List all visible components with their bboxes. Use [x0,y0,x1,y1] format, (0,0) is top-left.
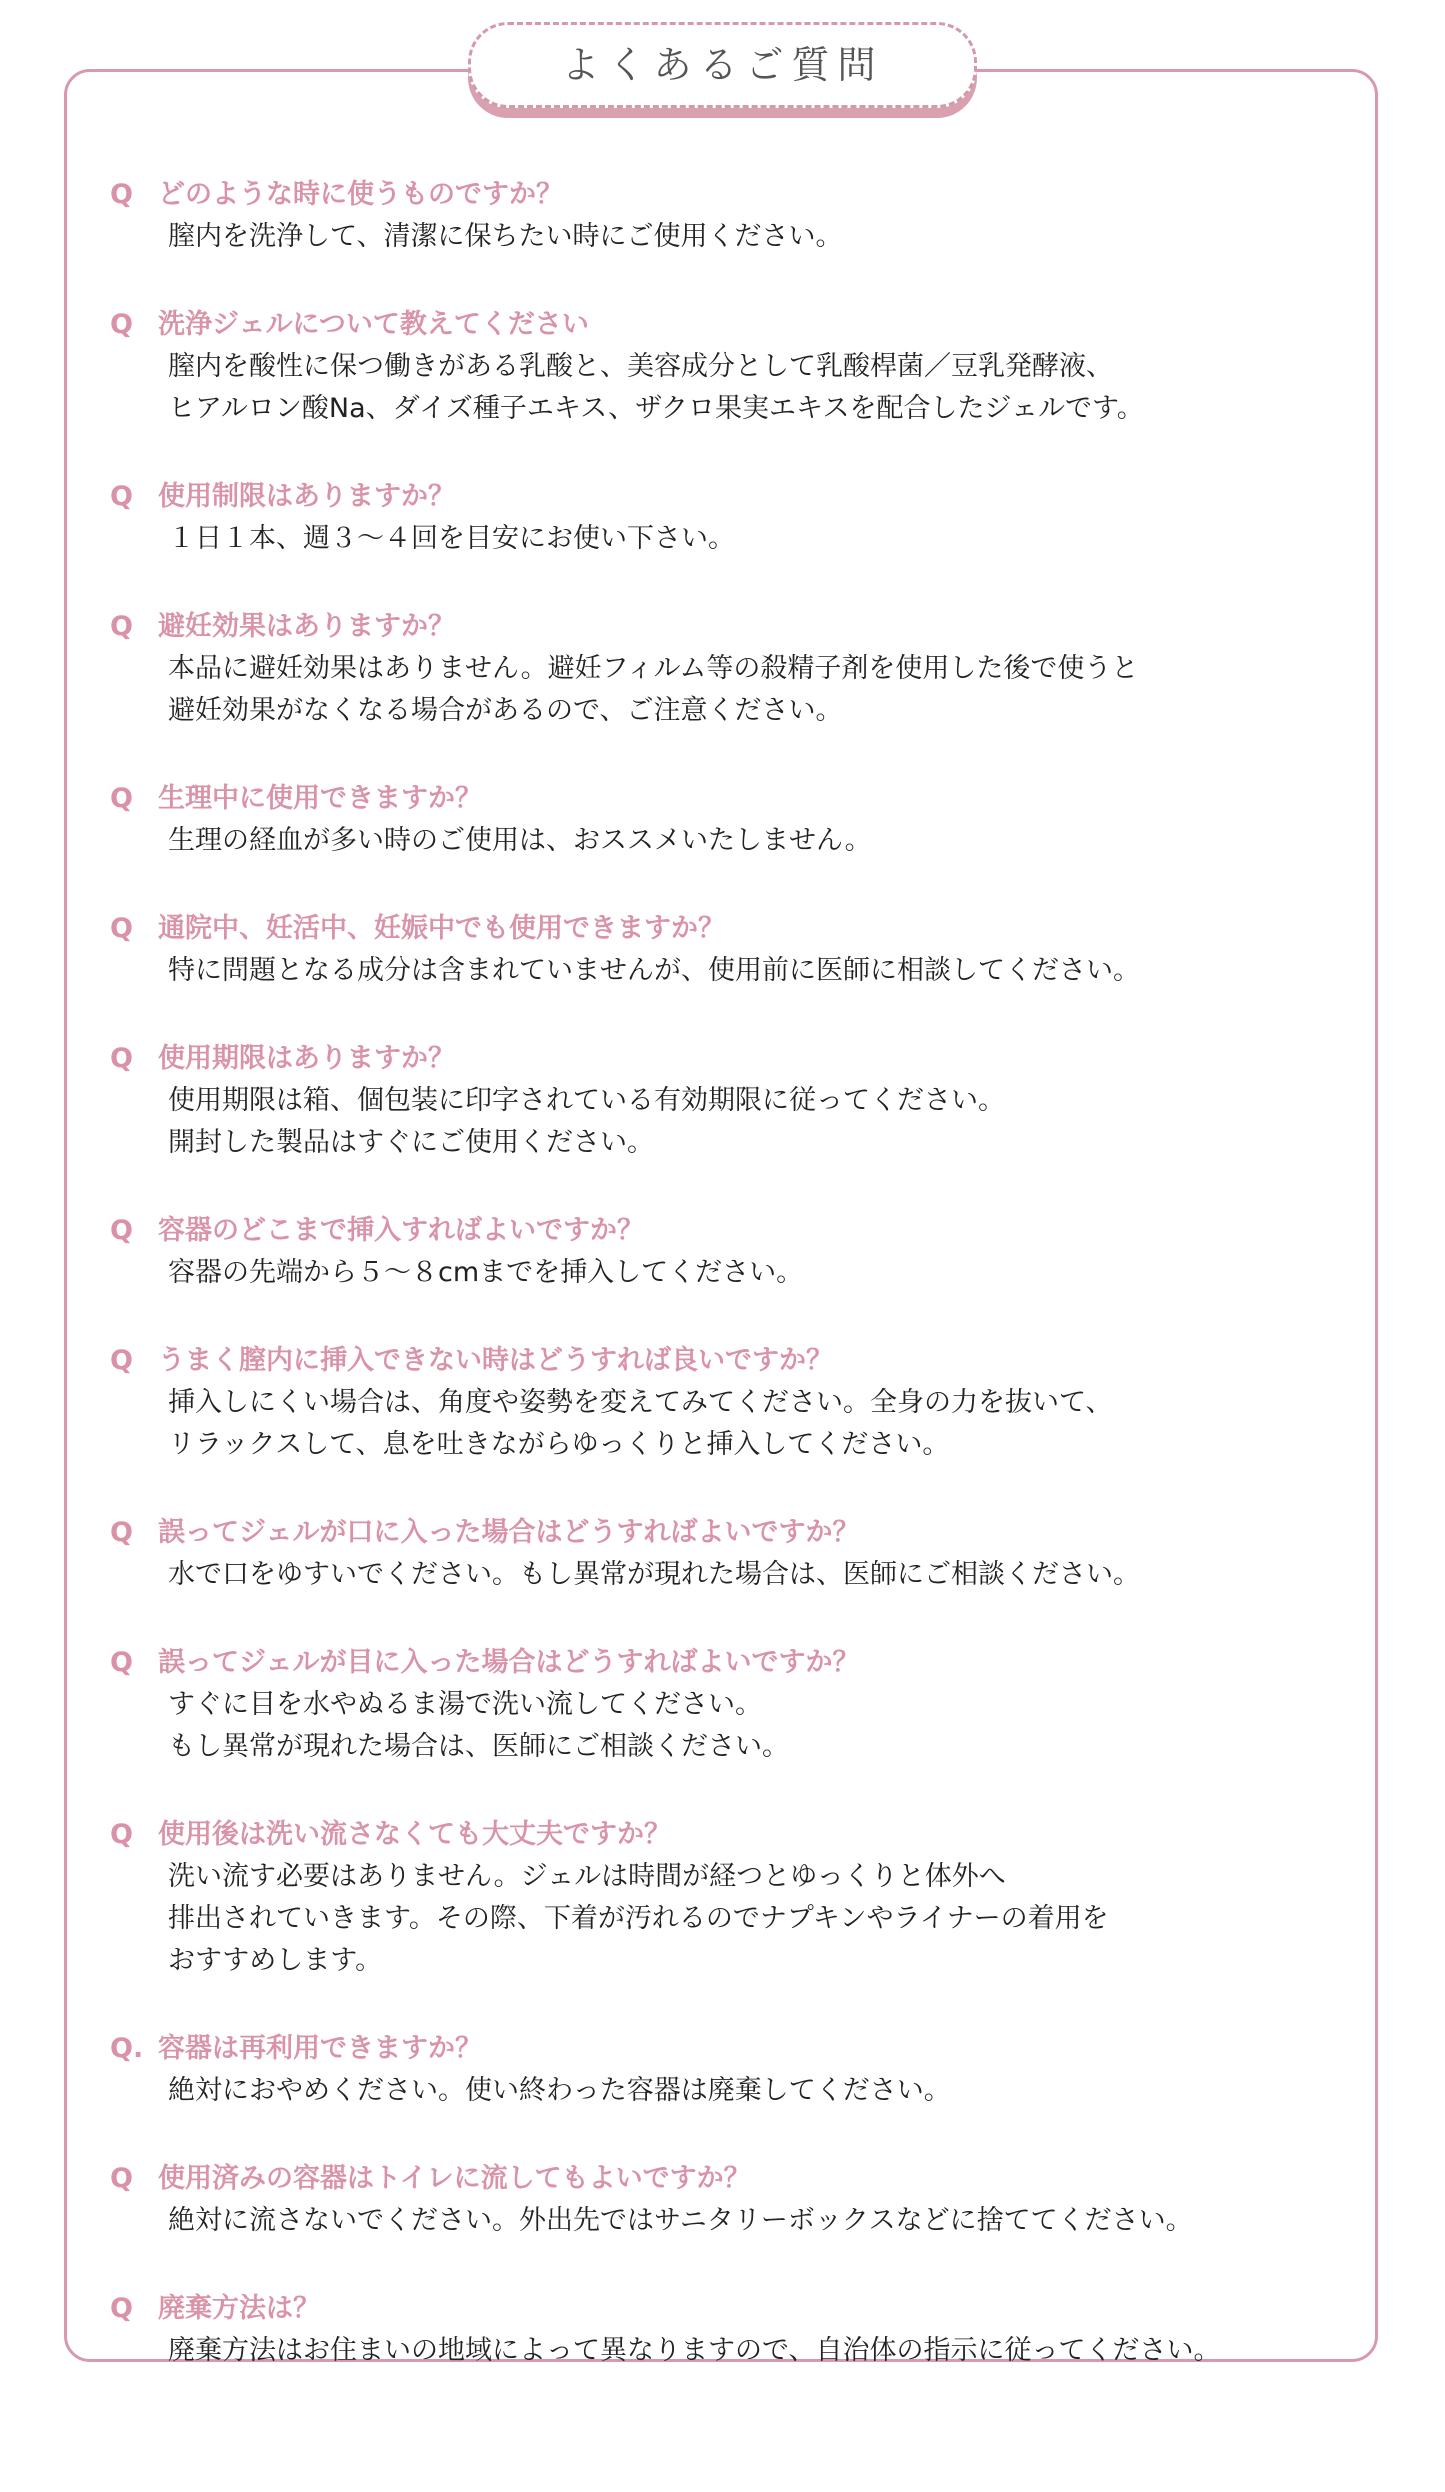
faq-item [110,604,1350,732]
question-mark-label: Q [110,1647,133,1678]
faq-question [110,1208,1350,1252]
faq-question [110,776,1350,820]
question-mark-label: Q [110,179,133,210]
faq-answer: 水で口をゆすいでください。もし異常が現れた場合は、医師にご相談ください。 [168,1559,1140,1590]
faq-answer: 生理の経血が多い時のご使用は、おススメいたしません。 [168,825,872,856]
faq-answer: 容器の先端から５～８cmまでを挿入してください。 [168,1257,804,1288]
faq-list [110,172,1350,2416]
faq-answer: 絶対におやめください。使い終わった容器は廃棄してください。 [168,2075,951,2106]
faq-question [110,474,1350,518]
question-mark-label: Q [110,1517,133,1548]
faq-question [110,2286,1350,2330]
faq-question [110,906,1350,950]
faq-item [110,776,1350,862]
question-text: うまく膣内に挿入できない時はどうすれば良いですか？ [158,1345,833,1376]
page-title: よくあるご質問 [561,43,884,87]
faq-question [110,2026,1350,2070]
question-mark-label: Q [110,1345,133,1376]
faq-answer: 膣内を酸性に保つ働きがある乳酸と、美容成分として乳酸桿菌／豆乳発酵液、 ヒアルロン酸Na、ダイズ種子エキス、ザクロ果実エキスを配合したジェルです。 [168,351,1144,424]
faq-item [110,906,1350,992]
faq-answer: 挿入しにくい場合は、角度や姿勢を変えてみてください。全身の力を抜いて、 リラックスして、息を吐きながらゆっくりと挿入してください。 [168,1387,1113,1460]
question-text: 使用済みの容器はトイレに流してもよいですか？ [158,2163,751,2194]
question-mark-label: Q [110,2163,133,2194]
faq-item [110,2286,1350,2372]
faq-question [110,1036,1350,1080]
question-mark-label: Q [110,1819,133,1850]
faq-question [110,1338,1350,1382]
question-mark-label: Q [110,913,133,944]
faq-answer: 使用期限は箱、個包装に印字されている有効期限に従ってください。 開封した製品はすぐにご使用ください。 [168,1085,1005,1158]
faq-item [110,1036,1350,1164]
faq-item [110,1510,1350,1596]
faq-item [110,2026,1350,2112]
question-mark-label: Q [110,1215,133,1246]
faq-question [110,604,1350,648]
faq-answer: 膣内を洗浄して、清潔に保ちたい時にご使用ください。 [168,221,843,252]
question-mark-label: Q [110,481,133,512]
question-text: 誤ってジェルが口に入った場合はどうすればよいですか？ [158,1517,860,1548]
faq-question [110,172,1350,216]
question-mark-label: Q [110,309,133,340]
question-text: 使用後は洗い流さなくても大丈夫ですか？ [158,1819,671,1850]
faq-item [110,1338,1350,1466]
question-mark-label: Q [110,783,133,814]
faq-item [110,474,1350,560]
question-text: 使用制限はありますか？ [158,481,455,512]
title-tab [462,22,983,124]
faq-answer: すぐに目を水やぬるま湯で洗い流してください。 もし異常が現れた場合は、医師にご相談ください。 [168,1689,789,1762]
question-mark-label: Q [110,611,133,642]
faq-answer: １日１本、週３～４回を目安にお使い下さい。 [168,523,735,554]
faq-question [110,2156,1350,2200]
faq-item [110,302,1350,430]
question-text: 容器は再利用できますか？ [158,2033,482,2064]
faq-question [110,1640,1350,1684]
question-text: 洗浄ジェルについて教えてください [158,309,589,340]
faq-item [110,2156,1350,2242]
faq-answer: 絶対に流さないでください。外出先ではサニタリーボックスなどに捨ててください。 [168,2205,1193,2236]
question-text: 使用期限はありますか？ [158,1043,455,1074]
faq-answer: 特に問題となる成分は含まれていませんが、使用前に医師に相談してください。 [168,955,1140,986]
faq-question [110,1812,1350,1856]
faq-item [110,1812,1350,1982]
question-text: 生理中に使用できますか？ [158,783,482,814]
question-text: 誤ってジェルが目に入った場合はどうすればよいですか？ [158,1647,860,1678]
question-text: 避妊効果はありますか？ [158,611,455,642]
question-text: どのような時に使うものですか？ [158,179,563,210]
faq-item [110,1640,1350,1768]
faq-item [110,1208,1350,1294]
faq-answer: 廃棄方法はお住まいの地域によって異なりますので、自治体の指示に従ってください。 [168,2335,1221,2366]
question-text: 容器のどこまで挿入すればよいですか？ [158,1215,644,1246]
faq-answer: 本品に避妊効果はありません。避妊フィルム等の殺精子剤を使用した後で使うと 避妊効果がなくなる場合があるので、ご注意ください。 [168,653,1139,726]
question-text: 通院中、妊活中、妊娠中でも使用できますか？ [158,913,725,944]
faq-question [110,1510,1350,1554]
faq-answer: 洗い流す必要はありません。ジェルは時間が経つとゆっくりと体外へ 排出されていきます。その際、下着が汚れるのでナプキンやライナーの着用を おすすめします。 [168,1861,1109,1976]
question-mark-label: Q. [110,2033,144,2064]
question-mark-label: Q [110,2293,133,2324]
question-mark-label: Q [110,1043,133,1074]
faq-question [110,302,1350,346]
question-text: 廃棄方法は？ [158,2293,320,2324]
faq-item [110,172,1350,258]
